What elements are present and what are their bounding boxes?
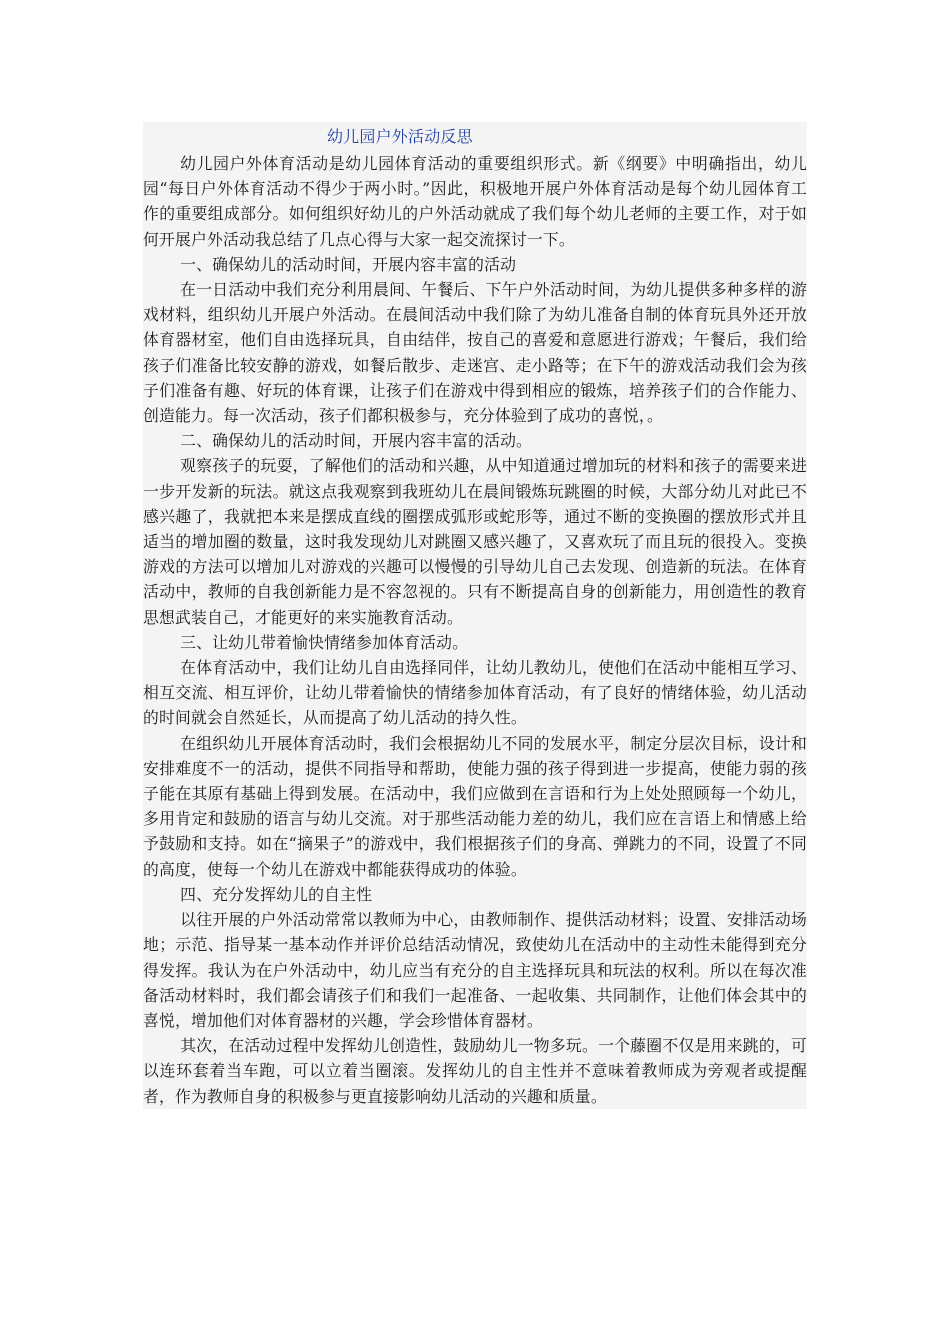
paragraph-section-1: 在一日活动中我们充分利用晨间、午餐后、下午户外活动时间，为幼儿提供多种多样的游戏材料，组织幼儿开展户外活动。在晨间活动中我们除了为幼儿准备自制的体育玩具外还开放体育器材室，他们自由选择玩具，自由结伴，按自己的喜爱和意愿进行游戏；午餐后，我们给孩子们准备比较安静的游戏，如餐后散步、走迷宫、走小路等；在下午的游戏活动我们会为孩子们准备有趣、好玩的体育课，让孩子们在游戏中得到相应的锻炼，培养孩子们的合作能力、创造能力。每一次活动，孩子们都积极参与，充分体验到了成功的喜悦，。	[143, 280, 807, 426]
section-heading-2: 二、确保幼儿的活动时间，开展内容丰富的活动。	[180, 431, 533, 451]
paragraph-section-4b: 其次，在活动过程中发挥幼儿创造性，鼓励幼儿一物多玩。一个藤圈不仅是用来跳的，可以连环套着当车跑，可以立着当圈滚。发挥幼儿的自主性并不意味着教师成为旁观者或提醒者，作为教师自身的积极参与更直接影响幼儿活动的兴趣和质量。	[143, 1036, 807, 1106]
document-body	[143, 122, 807, 1109]
document-title: 幼儿园户外活动反思	[327, 127, 473, 146]
paragraph-intro: 幼儿园户外体育活动是幼儿园体育活动的重要组织形式。新《纲要》中明确指出，幼儿园“每日户外体育活动不得少于两小时。”因此，积极地开展户外体育活动是每个幼儿园体育工作的重要组成部分。如何组织好幼儿的户外活动就成了我们每个幼儿老师的主要工作，对于如何开展户外活动我总结了几点心得与大家一起交流探讨一下。	[143, 154, 807, 249]
section-heading-3: 三、让幼儿带着愉快情绪参加体育活动。	[180, 632, 469, 652]
section-heading-1: 一、确保幼儿的活动时间，开展内容丰富的活动	[180, 254, 517, 274]
paragraph-section-3b: 在组织幼儿开展体育活动时，我们会根据幼儿不同的发展水平，制定分层次目标，设计和安排难度不一的活动，提供不同指导和帮助，使能力强的孩子得到进一步提高，使能力弱的孩子能在其原有基础上得到发展。在活动中，我们应做到在言语和行为上处处照顾每一个幼儿，多用肯定和鼓励的语言与幼儿交流。对于那些活动能力差的幼儿，我们应在言语上和情感上给予鼓励和支持。如在“摘果子”的游戏中，我们根据孩子们的身高、弹跳力的不同，设置了不同的高度，使每一个幼儿在游戏中都能获得成功的体验。	[143, 733, 807, 879]
paragraph-section-2: 观察孩子的玩耍，了解他们的活动和兴趣，从中知道通过增加玩的材料和孩子的需要来进一步开发新的玩法。就这点我观察到我班幼儿在晨间锻炼玩跳圈的时候，大部分幼儿对此已不感兴趣了，我就把本来是摆成直线的圈摆成弧形或蛇形等，通过不断的变换圈的摆放形式并且适当的增加圈的数量，这时我发现幼儿对跳圈又感兴趣了，又喜欢玩了而且玩的很投入。变换游戏的方法可以增加儿对游戏的兴趣可以慢慢的引导幼儿自己去发现、创造新的玩法。在体育活动中，教师的自我创新能力是不容忽视的。只有不断提高自身的创新能力，用创造性的教育思想武装自己，才能更好的来实施教育活动。	[143, 456, 807, 627]
section-heading-4: 四、充分发挥幼儿的自主性	[180, 884, 373, 904]
paragraph-section-3a: 在体育活动中，我们让幼儿自由选择同伴，让幼儿教幼儿，使他们在活动中能相互学习、相互交流、相互评价，让幼儿带着愉快的情绪参加体育活动，有了良好的情绪体验，幼儿活动的时间就会自然延长，从而提高了幼儿活动的持久性。	[143, 658, 807, 728]
paragraph-section-4a: 以往开展的户外活动常常以教师为中心，由教师制作、提供活动材料；设置、安排活动场地；示范、指导某一基本动作并评价总结活动情况，致使幼儿在活动中的主动性未能得到充分得发挥。我认为在户外活动中，幼儿应当有充分的自主选择玩具和玩法的权利。所以在每次准备活动材料时，我们都会请孩子们和我们一起准备、一起收集、共同制作，让他们体会其中的喜悦，增加他们对体育器材的兴趣，学会珍惜体育器材。	[143, 910, 807, 1030]
